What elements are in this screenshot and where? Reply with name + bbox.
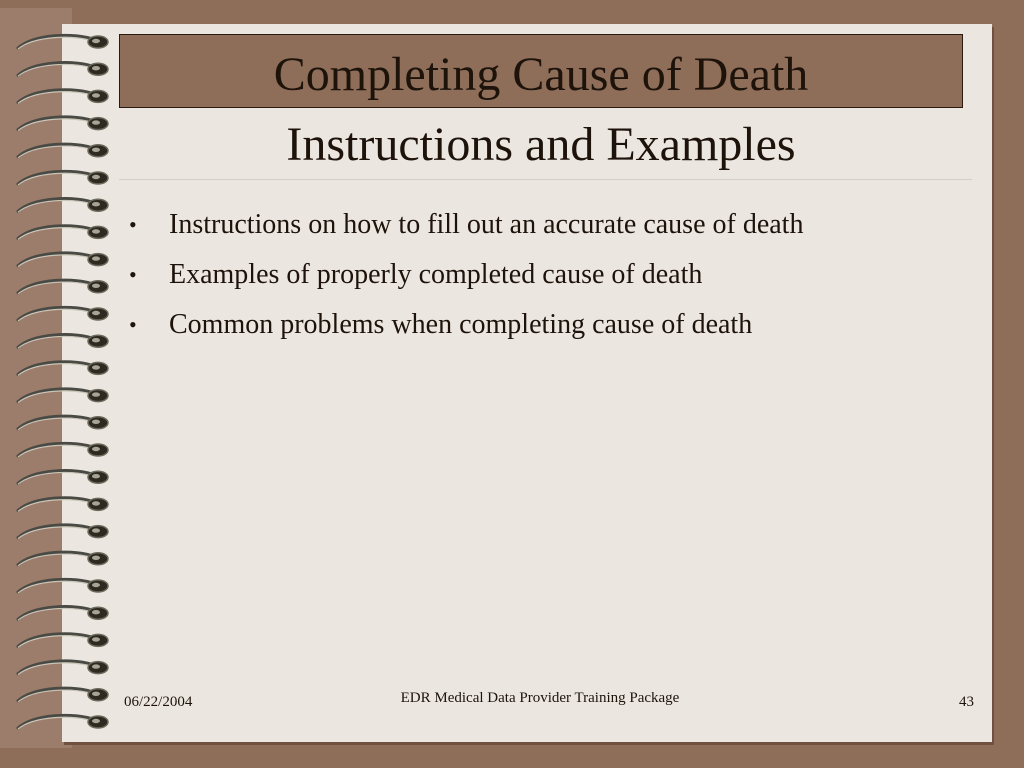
- bullet-dot-icon: •: [129, 212, 137, 237]
- spiral-ring-icon: [18, 634, 108, 648]
- spiral-ring-icon: [18, 416, 108, 430]
- bullet-text: Examples of properly completed cause of death: [169, 259, 703, 290]
- spiral-ring-icon: [18, 715, 108, 729]
- spiral-ring-icon: [18, 117, 108, 131]
- spiral-ring-icon: [18, 144, 108, 158]
- slide-subtitle: Instructions and Examples: [286, 118, 796, 171]
- spiral-ring-icon: [18, 389, 108, 403]
- spiral-ring-icon: [18, 335, 108, 349]
- spiral-ring-icon: [18, 688, 108, 702]
- footer-date: 06/22/2004: [124, 694, 193, 710]
- spiral-ring-icon: [18, 280, 108, 294]
- spiral-ring-icon: [18, 498, 108, 512]
- bullet-dot-icon: •: [129, 262, 137, 287]
- bullet-list: [127, 200, 977, 350]
- bullet-text: Common problems when completing cause of death: [169, 309, 753, 340]
- spiral-ring-icon: [18, 552, 108, 566]
- bullet-item: [127, 300, 977, 350]
- title-divider: [119, 179, 972, 180]
- footer-title: EDR Medical Data Provider Training Package: [400, 690, 680, 706]
- spiral-ring-icon: [18, 199, 108, 213]
- spiral-ring-icon: [18, 253, 108, 267]
- spiral-ring-icon: [18, 525, 108, 539]
- spiral-ring-icon: [18, 171, 108, 185]
- bullet-dot-icon: •: [129, 312, 137, 337]
- bullet-item: [127, 250, 977, 300]
- spiral-ring-icon: [18, 90, 108, 104]
- spiral-ring-icon: [18, 307, 108, 321]
- spiral-ring-icon: [18, 63, 108, 77]
- spiral-ring-icon: [18, 607, 108, 621]
- spiral-ring-icon: [18, 226, 108, 240]
- spiral-ring-icon: [18, 579, 108, 593]
- spiral-ring-icon: [18, 35, 108, 49]
- bullet-text: Instructions on how to fill out an accurate cause of death: [169, 209, 804, 240]
- spiral-binding-icon: [14, 30, 114, 745]
- spiral-ring-icon: [18, 362, 108, 376]
- slide-title: Completing Cause of Death: [273, 48, 809, 101]
- slide-number: 43: [959, 694, 974, 710]
- spiral-ring-icon: [18, 661, 108, 675]
- spiral-ring-icon: [18, 443, 108, 457]
- spiral-ring-icon: [18, 471, 108, 485]
- bullet-item: [127, 200, 977, 250]
